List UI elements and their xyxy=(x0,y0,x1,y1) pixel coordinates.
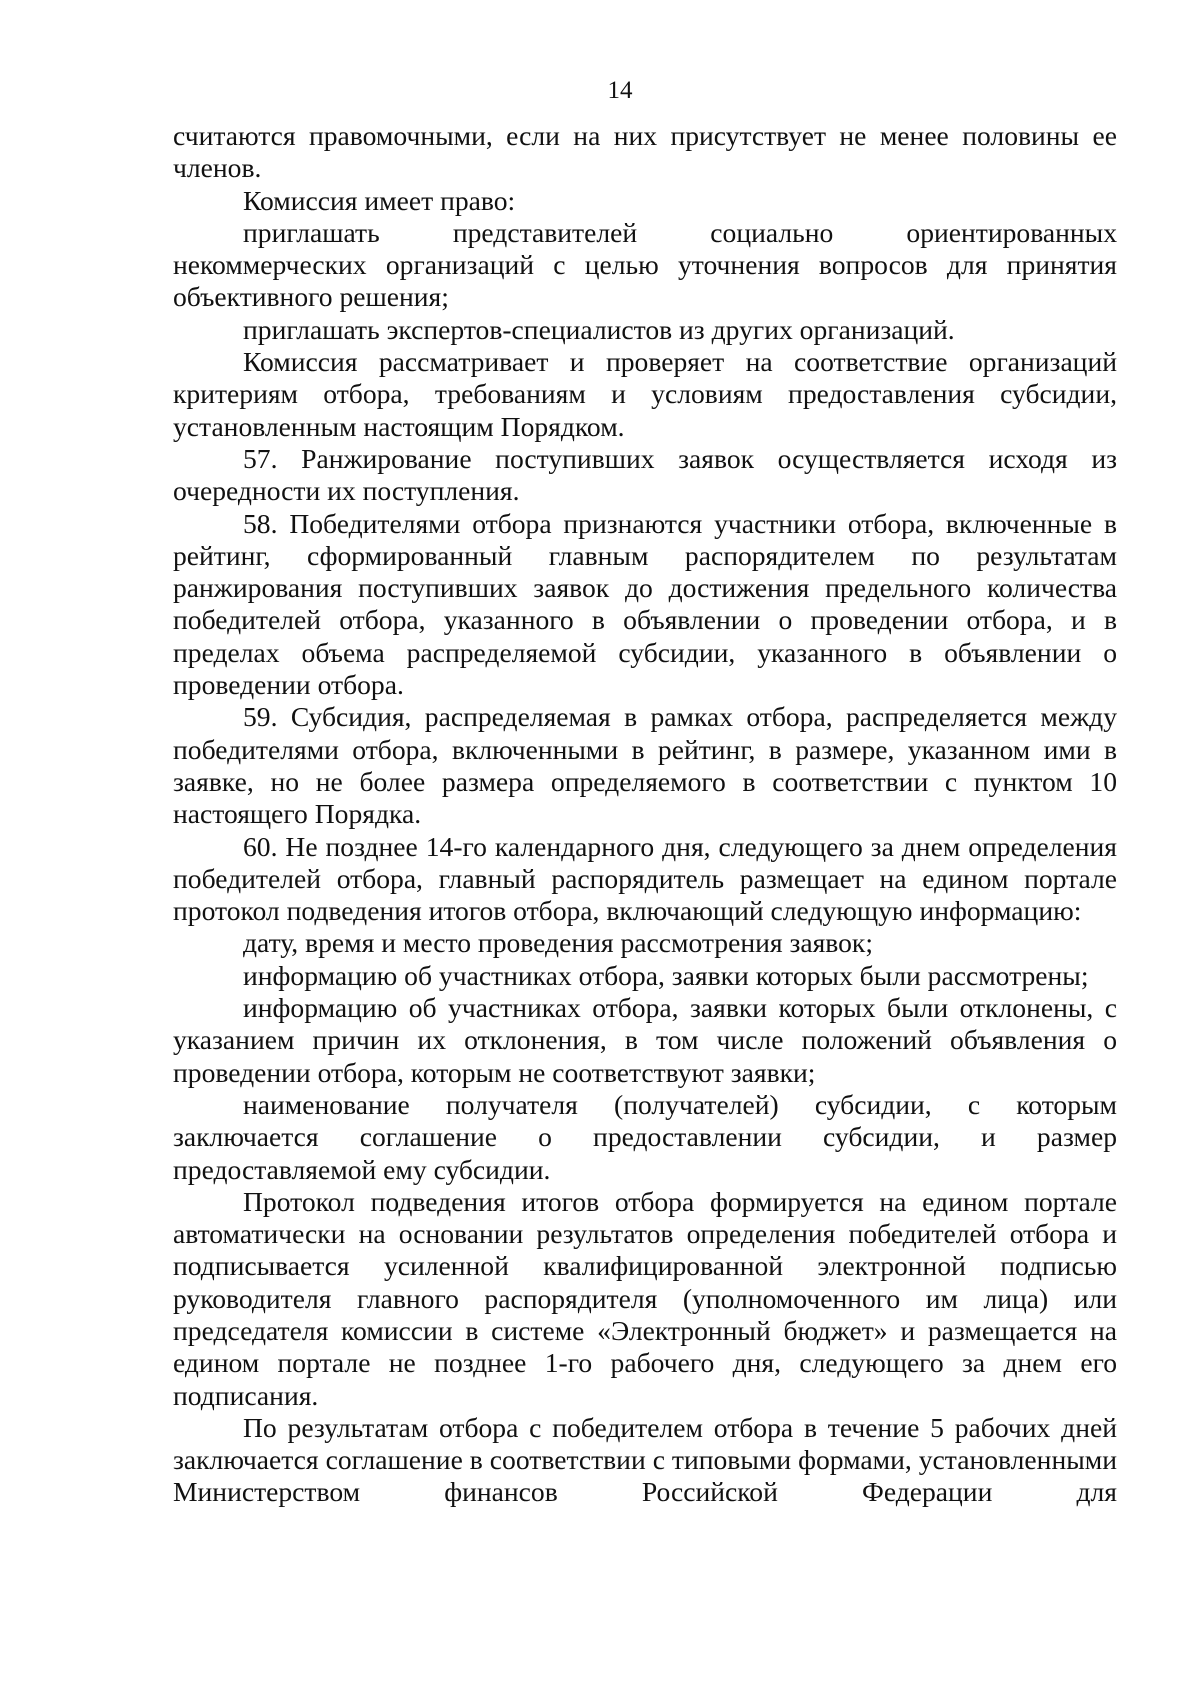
paragraph-commission-rights: Комиссия имеет право: xyxy=(243,184,516,216)
paragraph-list-date: дату, время и место проведения рассмотрения заявок; xyxy=(243,927,873,959)
paragraph-commission-review: Комиссия рассматривает и проверяет на соответствие организаций критериям отбора, требованиям и условиям предоставления субсидии, установленным настоящим Порядком. xyxy=(173,346,1117,442)
paragraph-agreement: По результатам отбора с победителем отбора в течение 5 рабочих дней заключается соглашение в соответствии с типовыми формами, установленными Министерством финансов Российской Федерации для xyxy=(173,1411,1117,1508)
paragraph-continuation: считаются правомочными, если на них присутствует не менее половины ее членов. xyxy=(173,120,1117,184)
paragraph-item-59: 59. Субсидия, распределяемая в рамках отбора, распределяется между победителями отбора, включенными в рейтинг, в размере, указанном ими в заявке, но не более размера определяемого в соответствии с пунктом 10 настоящего Порядка. xyxy=(173,701,1117,830)
document-body xyxy=(173,120,1117,1509)
paragraph-item-58: 58. Победителями отбора признаются участники отбора, включенные в рейтинг, сформированный главным распорядителем по результатам ранжирования поступивших заявок до достижения предельного количества победителей отбора, указанного в объявлении о проведении отбора, и в пределах объема распределяемой субсидии, указанного в объявлении о проведении отбора. xyxy=(173,507,1117,701)
paragraph-item-60: 60. Не позднее 14-го календарного дня, следующего за днем определения победителей отбора, главный распорядитель размещает на едином портале протокол подведения итогов отбора, включающий следующую информацию: xyxy=(173,830,1117,927)
page-number: 14 xyxy=(607,77,633,104)
paragraph-invite-representatives: приглашать представителей социально ориентированных некоммерческих организаций с целью уточнения вопросов для принятия объективного решения; xyxy=(173,216,1117,313)
paragraph-list-rejected: информацию об участниках отбора, заявки которых были отклонены, с указанием причин их отклонения, в том числе положений объявления о проведении отбора, которым не соответствуют заявки; xyxy=(173,992,1117,1088)
paragraph-list-reviewed: информацию об участниках отбора, заявки которых были рассмотрены; xyxy=(243,959,1089,991)
paragraph-list-recipient: наименование получателя (получателей) субсидии, с которым заключается соглашение о предоставлении субсидии, и размер предоставляемой ему субсидии. xyxy=(173,1088,1117,1185)
paragraph-item-57: 57. Ранжирование поступивших заявок осуществляется исходя из очередности их поступления. xyxy=(173,442,1117,507)
paragraph-invite-experts: приглашать экспертов-специалистов из других организаций. xyxy=(243,313,955,345)
paragraph-protocol: Протокол подведения итогов отбора формируется на едином портале автоматически на основании результатов определения победителей отбора и подписывается усиленной квалифицированной электронной подписью руководителя главного распорядителя (уполномоченного им лица) или председателя комиссии в системе «Электронный бюджет» и размещается на едином портале не позднее 1-го рабочего дня, следующего за днем его подписания. xyxy=(173,1185,1117,1411)
